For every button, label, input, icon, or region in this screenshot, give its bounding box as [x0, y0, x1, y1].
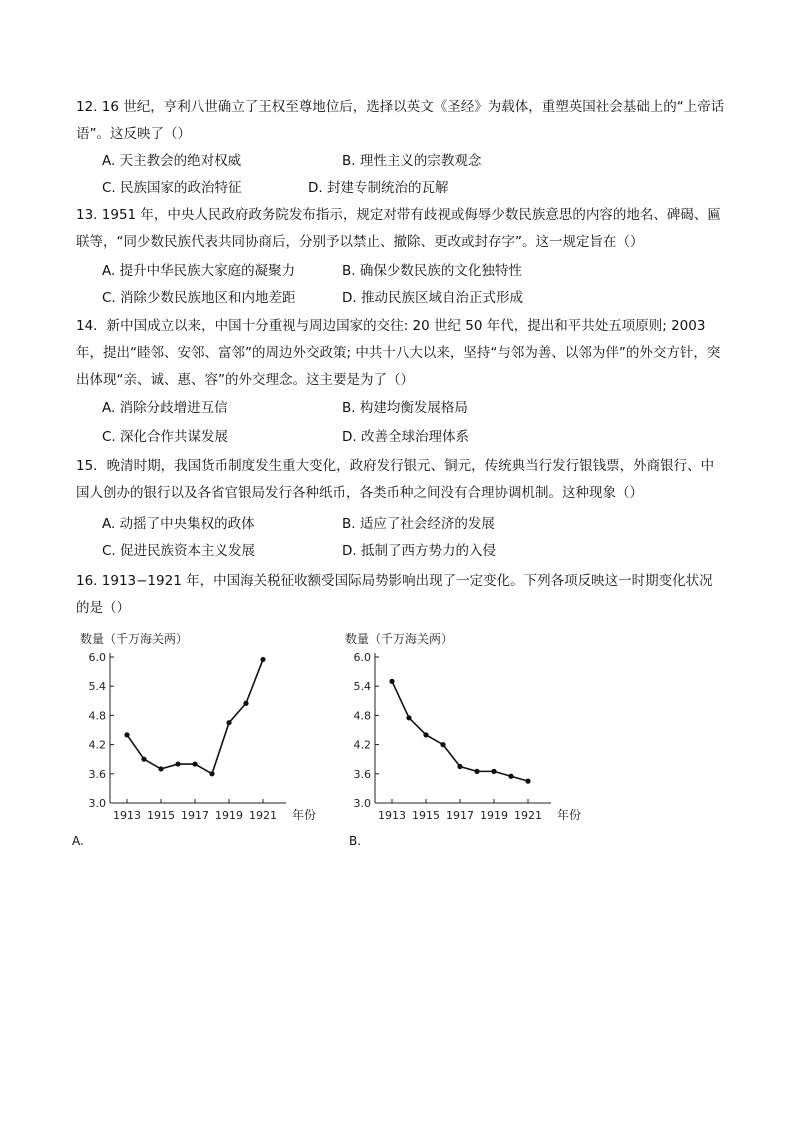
chart-b — [335, 625, 595, 825]
question-14-option-a[interactable]: A. 消除分歧增进互信 — [102, 400, 228, 416]
chart-a-x-tick-label: 1919 — [215, 809, 243, 822]
chart-b-data-point — [508, 774, 513, 779]
chart-b-data-point — [406, 715, 411, 720]
chart-b-y-tick-label: 5.4 — [353, 680, 371, 694]
chart-a-y-tick-label: 6.0 — [88, 651, 106, 664]
chart-a-x-tick-label: 1915 — [147, 809, 175, 822]
chart-b-data-point — [525, 779, 530, 784]
chart-a — [70, 625, 320, 825]
question-16-stem: 16. 1913−1921 年，中国海关税征收额受国际局势影响出现了一定变化。下列各项反映这一时期变化状况的是（） — [76, 573, 713, 616]
chart-b-data-point — [423, 732, 428, 737]
chart-b-data-point — [457, 764, 462, 769]
chart-a-series-line — [127, 659, 263, 773]
chart-b-x-axis-label: 年份 — [557, 808, 582, 822]
question-15-option-a[interactable]: A. 动摇了中央集权的政体 — [102, 516, 255, 532]
chart-b-option-label[interactable]: B. — [349, 834, 362, 848]
chart-b-y-tick-label: 3.0 — [353, 797, 371, 810]
question-12-option-a[interactable]: A. 天主教会的绝对权威 — [102, 153, 242, 169]
chart-b-x-tick-label: 1919 — [480, 809, 508, 822]
chart-a-y-tick-label: 4.8 — [88, 709, 106, 723]
chart-a-data-point — [175, 761, 180, 766]
chart-b-data-point — [440, 742, 445, 747]
question-13-option-d[interactable]: D. 推动民族区域自治正式形成 — [342, 290, 523, 306]
question-15-option-b[interactable]: B. 适应了社会经济的发展 — [342, 516, 495, 532]
chart-b-x-tick-label: 1913 — [378, 809, 406, 822]
chart-b-y-tick-label: 4.2 — [353, 738, 371, 752]
chart-b-data-point — [491, 769, 496, 774]
chart-a-y-tick-label: 4.2 — [88, 738, 106, 752]
chart-b-y-tick-label: 4.8 — [353, 709, 371, 723]
chart-a-x-tick-label: 1913 — [113, 809, 141, 822]
question-13-option-b[interactable]: B. 确保少数民族的文化独特性 — [342, 263, 522, 279]
chart-b-x-tick-label: 1917 — [446, 809, 474, 822]
chart-b-y-tick-label: 3.6 — [353, 767, 371, 781]
chart-a-data-point — [124, 732, 129, 737]
question-13-option-c[interactable]: C. 消除少数民族地区和内地差距 — [102, 290, 296, 306]
chart-a-y-tick-label: 3.0 — [88, 797, 106, 810]
chart-a-svg — [70, 625, 320, 825]
chart-a-data-point — [141, 757, 146, 762]
chart-a-x-tick-label: 1917 — [181, 809, 209, 822]
chart-b-x-tick-label: 1921 — [514, 809, 542, 822]
chart-b-data-point — [474, 769, 479, 774]
question-12-option-d[interactable]: D. 封建专制统治的瓦解 — [308, 180, 449, 196]
chart-a-x-axis-label: 年份 — [292, 808, 317, 822]
question-15-option-d[interactable]: D. 抵制了西方势力的入侵 — [342, 543, 496, 559]
question-14-stem: 14．新中国成立以来，中国十分重视与周边国家的交往: 20 世纪 50 年代，提出和平共处五项原则; 2003 年，提出“睦邻、安邻、富邻”的周边外交政策; 中共十八大以来，坚持“与邻为善、以邻为伴”的外交方针，突出体现“亲、诚、惠、容”的外交理念。这主要是为了（） — [76, 318, 721, 388]
chart-a-data-point — [243, 701, 248, 706]
chart-b-y-tick-label: 6.0 — [353, 651, 371, 664]
question-13-option-a[interactable]: A. 提升中华民族大家庭的凝聚力 — [102, 263, 296, 279]
chart-a-data-point — [158, 766, 163, 771]
question-14-option-c[interactable]: C. 深化合作共谋发展 — [102, 429, 229, 445]
question-13-stem: 13. 1951 年，中央人民政府政务院发布指示，规定对带有歧视或侮辱少数民族意思的内容的地名、碑碣、匾联等，“同少数民族代表共同协商后，分别予以禁止、撤除、更改或封存字”。这一规定旨在（） — [76, 207, 721, 250]
chart-a-option-label[interactable]: A. — [72, 834, 84, 848]
chart-a-data-point — [192, 761, 197, 766]
chart-a-y-tick-label: 3.6 — [88, 767, 106, 781]
question-12-option-c[interactable]: C. 民族国家的政治特征 — [102, 180, 242, 196]
question-12-stem: 12. 16 世纪，亨利八世确立了王权至尊地位后，选择以英文《圣经》为载体，重塑英国社会基础上的“上帝话语”。这反映了（） — [76, 99, 725, 142]
question-15-stem: 15．晚清时期，我国货币制度发生重大变化，政府发行银元、铜元，传统典当行发行银钱票，外商银行、中国人创办的银行以及各省官银局发行各种纸币，各类币种之间没有合理协调机制。这种现象（） — [76, 458, 715, 501]
chart-a-data-point — [260, 657, 265, 662]
chart-b-svg — [335, 625, 595, 825]
question-14-option-b[interactable]: B. 构建均衡发展格局 — [342, 400, 468, 416]
question-14-option-d[interactable]: D. 改善全球治理体系 — [342, 429, 469, 445]
chart-b-y-axis-label: 数量（千万海关两） — [345, 632, 454, 646]
question-12-option-b[interactable]: B. 理性主义的宗教观念 — [342, 153, 482, 169]
question-15-option-c[interactable]: C. 促进民族资本主义发展 — [102, 543, 256, 559]
chart-a-data-point — [226, 720, 231, 725]
chart-a-y-axis-label: 数量（千万海关两） — [80, 632, 189, 646]
chart-b-data-point — [389, 679, 394, 684]
chart-b-x-tick-label: 1915 — [412, 809, 440, 822]
chart-a-y-tick-label: 5.4 — [88, 680, 106, 694]
chart-a-data-point — [209, 771, 214, 776]
chart-a-x-tick-label: 1921 — [249, 809, 277, 822]
